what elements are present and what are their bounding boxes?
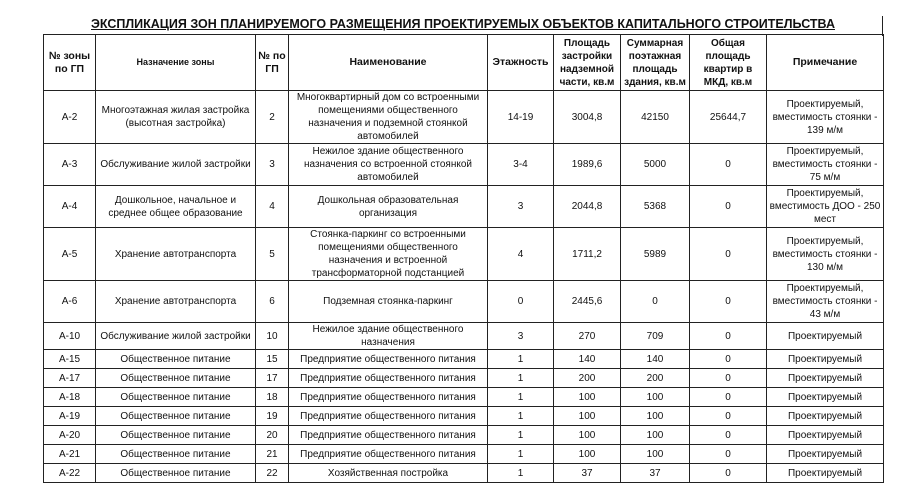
cell-note: Проектируемый, вместимость стоянки - 75 м/м — [767, 144, 884, 186]
cell-apartment-area: 0 — [690, 350, 767, 369]
cell-note: Проектируемый, вместимость стоянки - 43 м/м — [767, 281, 884, 323]
cell-apartment-area: 0 — [690, 464, 767, 483]
table-body — [44, 91, 884, 483]
cell-building-area: 100 — [554, 445, 621, 464]
cell-total-floor-area: 37 — [621, 464, 690, 483]
table-row — [44, 445, 884, 464]
cell-apartment-area: 0 — [690, 445, 767, 464]
cell-zone-purpose: Общественное питание — [96, 350, 256, 369]
cell-building-area: 1711,2 — [554, 228, 621, 281]
cell-note: Проектируемый — [767, 388, 884, 407]
cell-building-area: 2044,8 — [554, 186, 621, 228]
cell-zone-purpose: Хранение автотранспорта — [96, 281, 256, 323]
table-row — [44, 464, 884, 483]
cell-gp-number: 17 — [256, 369, 289, 388]
cell-name: Стоянка-паркинг со встроенными помещениями общественного назначения и встроенной трансформаторной подстанцией — [289, 228, 488, 281]
cell-note: Проектируемый — [767, 426, 884, 445]
cell-name: Предприятие общественного питания — [289, 407, 488, 426]
cell-apartment-area: 0 — [690, 388, 767, 407]
cell-total-floor-area: 709 — [621, 323, 690, 350]
cell-floors: 1 — [488, 407, 554, 426]
header-note: Примечание — [767, 35, 884, 91]
cell-floors: 1 — [488, 369, 554, 388]
header-zone-purpose: Назначение зоны — [96, 35, 256, 91]
header-total-floor-area: Суммарная поэтажная площадь здания, кв.м — [621, 35, 690, 91]
cell-zone-purpose: Общественное питание — [96, 388, 256, 407]
cell-gp-number: 22 — [256, 464, 289, 483]
table-row — [44, 369, 884, 388]
cell-name: Предприятие общественного питания — [289, 369, 488, 388]
table-row — [44, 144, 884, 186]
cell-zone-purpose: Многоэтажная жилая застройка (высотная застройка) — [96, 91, 256, 144]
cell-zone-purpose: Общественное питание — [96, 407, 256, 426]
cell-building-area: 200 — [554, 369, 621, 388]
cell-zone-number: А-21 — [44, 445, 96, 464]
cell-gp-number: 15 — [256, 350, 289, 369]
cell-zone-purpose: Обслуживание жилой застройки — [96, 323, 256, 350]
cell-zone-number: А-2 — [44, 91, 96, 144]
table-row — [44, 91, 884, 144]
cell-name: Предприятие общественного питания — [289, 426, 488, 445]
cell-zone-number: А-6 — [44, 281, 96, 323]
cell-gp-number: 19 — [256, 407, 289, 426]
cell-zone-number: А-4 — [44, 186, 96, 228]
cell-gp-number: 20 — [256, 426, 289, 445]
cell-zone-purpose: Обслуживание жилой застройки — [96, 144, 256, 186]
document-title: ЭКСПЛИКАЦИЯ ЗОН ПЛАНИРУЕМОГО РАЗМЕЩЕНИЯ ПРОЕКТИРУЕМЫХ ОБЪЕКТОВ КАПИТАЛЬНОГО СТРОИТЕЛЬСТВА — [91, 17, 835, 31]
cell-floors: 4 — [488, 228, 554, 281]
table-row — [44, 388, 884, 407]
cell-apartment-area: 0 — [690, 186, 767, 228]
cell-name: Нежилое здание общественного назначения со встроенной стоянкой автомобилей — [289, 144, 488, 186]
cell-floors: 1 — [488, 388, 554, 407]
cell-building-area: 140 — [554, 350, 621, 369]
cell-name: Предприятие общественного питания — [289, 388, 488, 407]
cell-zone-purpose: Общественное питание — [96, 369, 256, 388]
cell-total-floor-area: 0 — [621, 281, 690, 323]
cell-zone-number: А-5 — [44, 228, 96, 281]
cell-total-floor-area: 140 — [621, 350, 690, 369]
cell-note: Проектируемый, вместимость ДОО - 250 мест — [767, 186, 884, 228]
cell-gp-number: 18 — [256, 388, 289, 407]
cell-zone-number: А-15 — [44, 350, 96, 369]
cell-total-floor-area: 100 — [621, 388, 690, 407]
cell-building-area: 100 — [554, 388, 621, 407]
cell-name: Подземная стоянка-паркинг — [289, 281, 488, 323]
cell-gp-number: 5 — [256, 228, 289, 281]
cell-floors: 0 — [488, 281, 554, 323]
cell-total-floor-area: 200 — [621, 369, 690, 388]
cell-floors: 1 — [488, 426, 554, 445]
cell-zone-number: А-19 — [44, 407, 96, 426]
cell-building-area: 100 — [554, 407, 621, 426]
table-header-row — [44, 35, 884, 91]
header-gp-number: № по ГП — [256, 35, 289, 91]
header-name: Наименование — [289, 35, 488, 91]
cell-building-area: 3004,8 — [554, 91, 621, 144]
page-border-line — [882, 16, 883, 36]
cell-floors: 1 — [488, 350, 554, 369]
cell-name: Предприятие общественного питания — [289, 350, 488, 369]
cell-gp-number: 3 — [256, 144, 289, 186]
cell-zone-number: А-17 — [44, 369, 96, 388]
cell-apartment-area: 0 — [690, 407, 767, 426]
cell-note: Проектируемый — [767, 407, 884, 426]
table-row — [44, 228, 884, 281]
cell-total-floor-area: 5989 — [621, 228, 690, 281]
header-zone-number: № зоны по ГП — [44, 35, 96, 91]
cell-total-floor-area: 100 — [621, 407, 690, 426]
cell-zone-number: А-18 — [44, 388, 96, 407]
cell-total-floor-area: 42150 — [621, 91, 690, 144]
cell-zone-purpose: Дошкольное, начальное и среднее общее образование — [96, 186, 256, 228]
cell-gp-number: 6 — [256, 281, 289, 323]
cell-apartment-area: 0 — [690, 323, 767, 350]
cell-name: Предприятие общественного питания — [289, 445, 488, 464]
header-building-area: Площадь застройки надземной части, кв.м — [554, 35, 621, 91]
cell-apartment-area: 0 — [690, 281, 767, 323]
cell-gp-number: 2 — [256, 91, 289, 144]
cell-zone-purpose: Общественное питание — [96, 464, 256, 483]
cell-floors: 3-4 — [488, 144, 554, 186]
header-floors: Этажность — [488, 35, 554, 91]
cell-building-area: 100 — [554, 426, 621, 445]
cell-building-area: 1989,6 — [554, 144, 621, 186]
cell-building-area: 37 — [554, 464, 621, 483]
cell-gp-number: 21 — [256, 445, 289, 464]
cell-total-floor-area: 5000 — [621, 144, 690, 186]
table-row — [44, 407, 884, 426]
cell-apartment-area: 0 — [690, 426, 767, 445]
cell-gp-number: 4 — [256, 186, 289, 228]
table-row — [44, 426, 884, 445]
cell-note: Проектируемый, вместимость стоянки - 130 м/м — [767, 228, 884, 281]
cell-gp-number: 10 — [256, 323, 289, 350]
cell-zone-number: А-20 — [44, 426, 96, 445]
cell-zone-number: А-3 — [44, 144, 96, 186]
cell-total-floor-area: 5368 — [621, 186, 690, 228]
cell-apartment-area: 25644,7 — [690, 91, 767, 144]
cell-zone-purpose: Общественное питание — [96, 445, 256, 464]
cell-note: Проектируемый — [767, 445, 884, 464]
table-row — [44, 350, 884, 369]
explication-table — [43, 34, 884, 483]
cell-floors: 1 — [488, 445, 554, 464]
header-apartment-area: Общая площадь квартир в МКД, кв.м — [690, 35, 767, 91]
cell-name: Нежилое здание общественного назначения — [289, 323, 488, 350]
cell-note: Проектируемый, вместимость стоянки - 139 м/м — [767, 91, 884, 144]
cell-total-floor-area: 100 — [621, 426, 690, 445]
cell-zone-number: А-22 — [44, 464, 96, 483]
cell-floors: 3 — [488, 323, 554, 350]
cell-note: Проектируемый — [767, 464, 884, 483]
table-row — [44, 281, 884, 323]
cell-name: Многоквартирный дом со встроенными помещениями общественного назначения и подземной стоянкой автомобилей — [289, 91, 488, 144]
cell-name: Дошкольная образовательная организация — [289, 186, 488, 228]
cell-building-area: 2445,6 — [554, 281, 621, 323]
cell-note: Проектируемый — [767, 350, 884, 369]
cell-building-area: 270 — [554, 323, 621, 350]
cell-name: Хозяйственная постройка — [289, 464, 488, 483]
table-row — [44, 323, 884, 350]
cell-zone-purpose: Хранение автотранспорта — [96, 228, 256, 281]
cell-apartment-area: 0 — [690, 228, 767, 281]
cell-zone-number: А-10 — [44, 323, 96, 350]
cell-total-floor-area: 100 — [621, 445, 690, 464]
cell-floors: 1 — [488, 464, 554, 483]
cell-apartment-area: 0 — [690, 369, 767, 388]
cell-floors: 14-19 — [488, 91, 554, 144]
cell-zone-purpose: Общественное питание — [96, 426, 256, 445]
cell-note: Проектируемый — [767, 369, 884, 388]
cell-floors: 3 — [488, 186, 554, 228]
cell-note: Проектируемый — [767, 323, 884, 350]
table-row — [44, 186, 884, 228]
cell-apartment-area: 0 — [690, 144, 767, 186]
